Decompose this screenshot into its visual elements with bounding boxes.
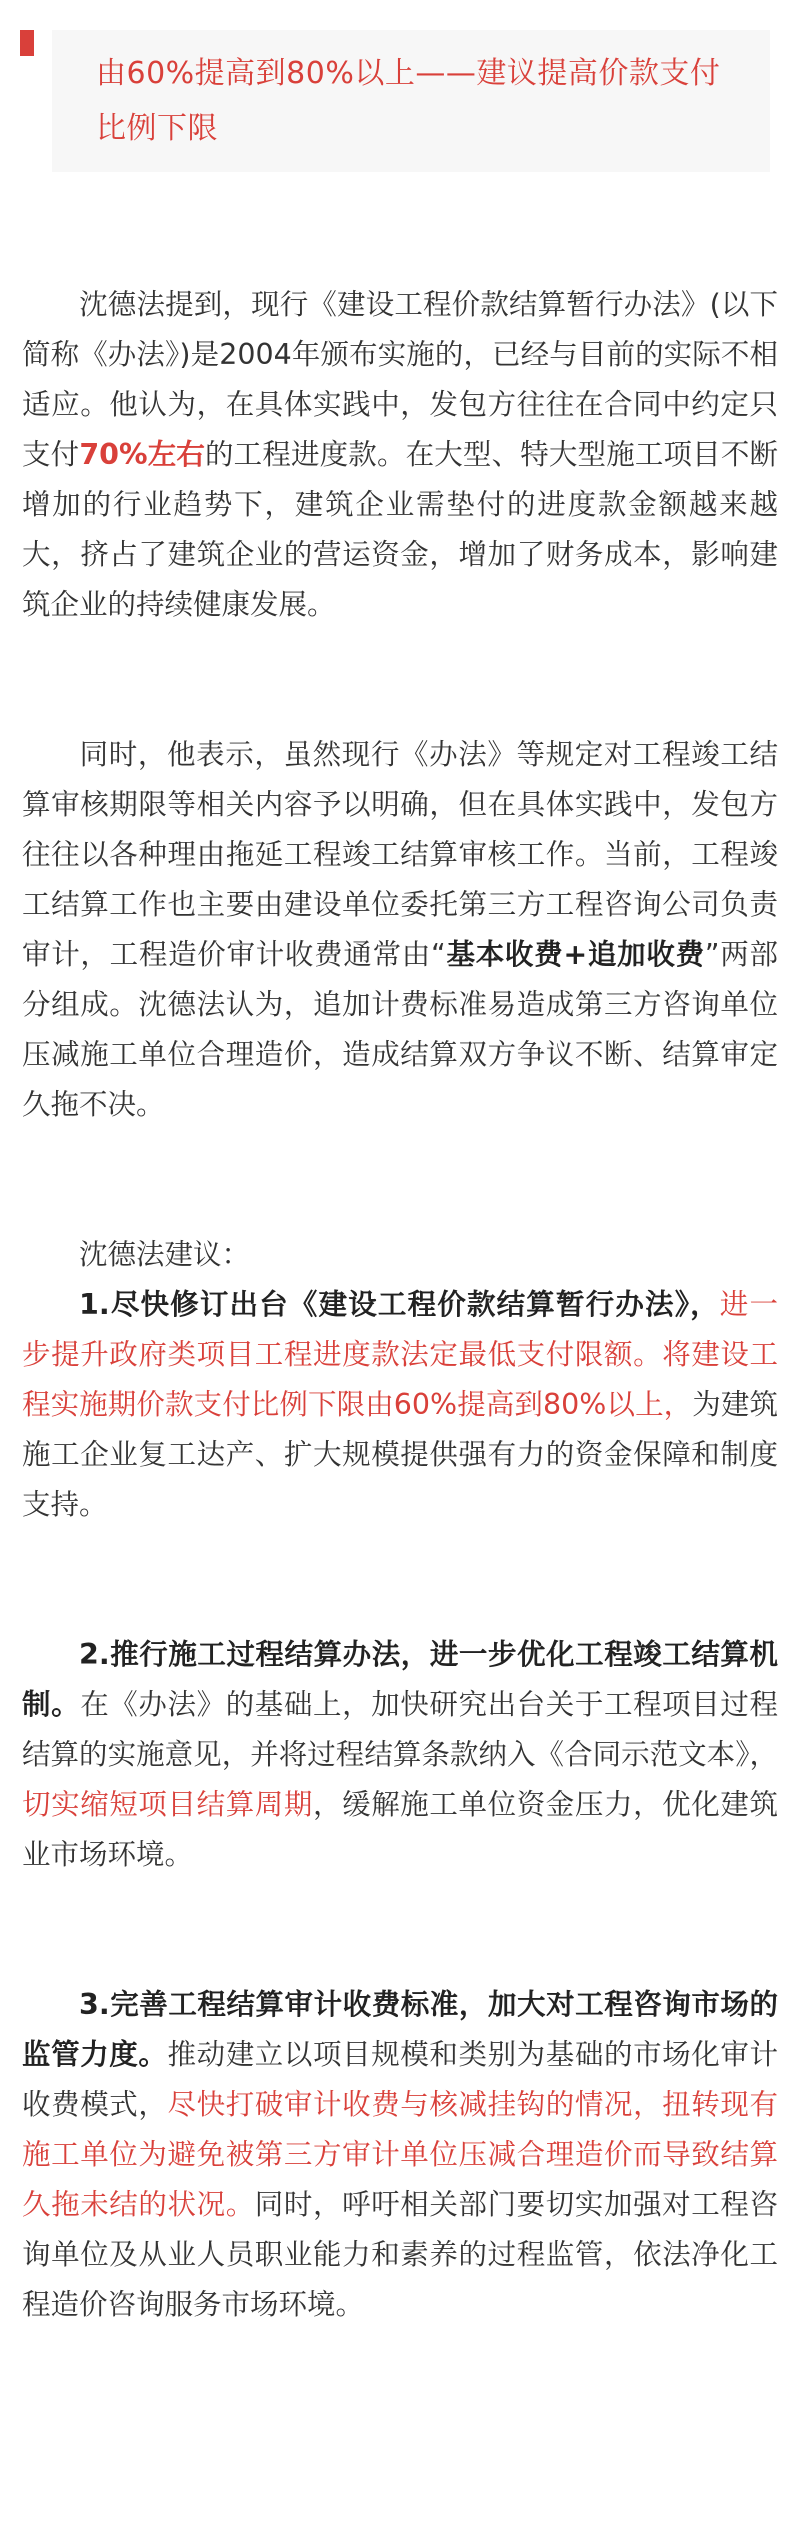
- suggestion-2-title: 2.推行施工过程结算办法，进一步优化工程竣工结算机制。: [22, 1638, 778, 1721]
- suggestion-2-text: ，缓解施工单位资金压力，优化建筑业市场环境。: [22, 1788, 778, 1871]
- suggestion-3-text: 同时，呼吁相关部门要切实加强对工程咨询单位及从业人员职业能力和素养的过程监管，依法净化工程造价咨询服务市场环境。: [22, 2188, 778, 2321]
- paragraph-background: [20, 280, 780, 630]
- suggestion-1-highlight: 进一步提升政府类项目工程进度款法定最低支付限额。将建设工程实施期价款支付比例下限由60%提高到80%以上，: [22, 1288, 778, 1421]
- paragraph-text: 同时，他表示，虽然现行《办法》等规定对工程竣工结算审核期限等相关内容予以明确，但在具体实践中，发包方往往以各种理由拖延工程竣工结算审核工作。当前，工程竣工结算工作也主要由建设单位委托第三方工程咨询公司负责审计，工程造价审计收费通常由“: [22, 738, 778, 971]
- section-heading: [52, 30, 770, 172]
- paragraph-text: 沈德法建议：: [79, 1238, 251, 1271]
- suggestion-1-title: 1.尽快修订出台《建设工程价款结算暂行办法》，: [79, 1288, 720, 1321]
- suggestion-3-title: 3.完善工程结算审计收费标准，加大对工程咨询市场的监管力度。: [22, 1988, 778, 2071]
- suggestion-1-text: 为建筑施工企业复工达产、扩大规模提供强有力的资金保障和制度支持。: [22, 1388, 778, 1521]
- paragraph-text: 的工程进度款。在大型、特大型施工项目不断增加的行业趋势下，建筑企业需垫付的进度款金额越来越大，挤占了建筑企业的营运资金，增加了财务成本，影响建筑企业的持续健康发展。: [22, 438, 778, 621]
- suggestion-2-highlight: 切实缩短项目结算周期: [22, 1788, 313, 1821]
- suggestion-2-text: 在《办法》的基础上，加快研究出台关于工程项目过程结算的实施意见，并将过程结算条款纳入《合同示范文本》，: [22, 1688, 778, 1771]
- suggestion-3-text: 推动建立以项目规模和类别为基础的市场化审计收费模式，: [22, 2038, 778, 2121]
- paragraph-suggestion-2: [20, 1630, 780, 1880]
- suggestion-3-highlight: 尽快打破审计收费与核减挂钩的情况，扭转现有施工单位为避免被第三方审计单位压减合理造价而导致结算久拖未结的状况。: [22, 2088, 778, 2221]
- paragraph-problem: [20, 730, 780, 1130]
- paragraph-text: ”两部分组成。沈德法认为，追加计费标准易造成第三方咨询单位压减施工单位合理造价，造成结算双方争议不断、结算审定久拖不决。: [22, 938, 778, 1121]
- paragraph-suggestion-intro: [20, 1230, 780, 1530]
- heading-accent-bar: [20, 30, 34, 56]
- section-heading-title: 由60%提高到80%以上——建议提高价款支付比例下限: [96, 56, 721, 146]
- bold-text: 基本收费+追加收费: [445, 938, 705, 971]
- highlight-text: 70%左右: [79, 438, 206, 471]
- paragraph-text: 沈德法提到，现行《建设工程价款结算暂行办法》(以下简称《办法》)是2004年颁布实施的，已经与目前的实际不相适应。他认为，在具体实践中，发包方往往在合同中约定只支付: [22, 288, 778, 471]
- paragraph-suggestion-3: [20, 1980, 780, 2330]
